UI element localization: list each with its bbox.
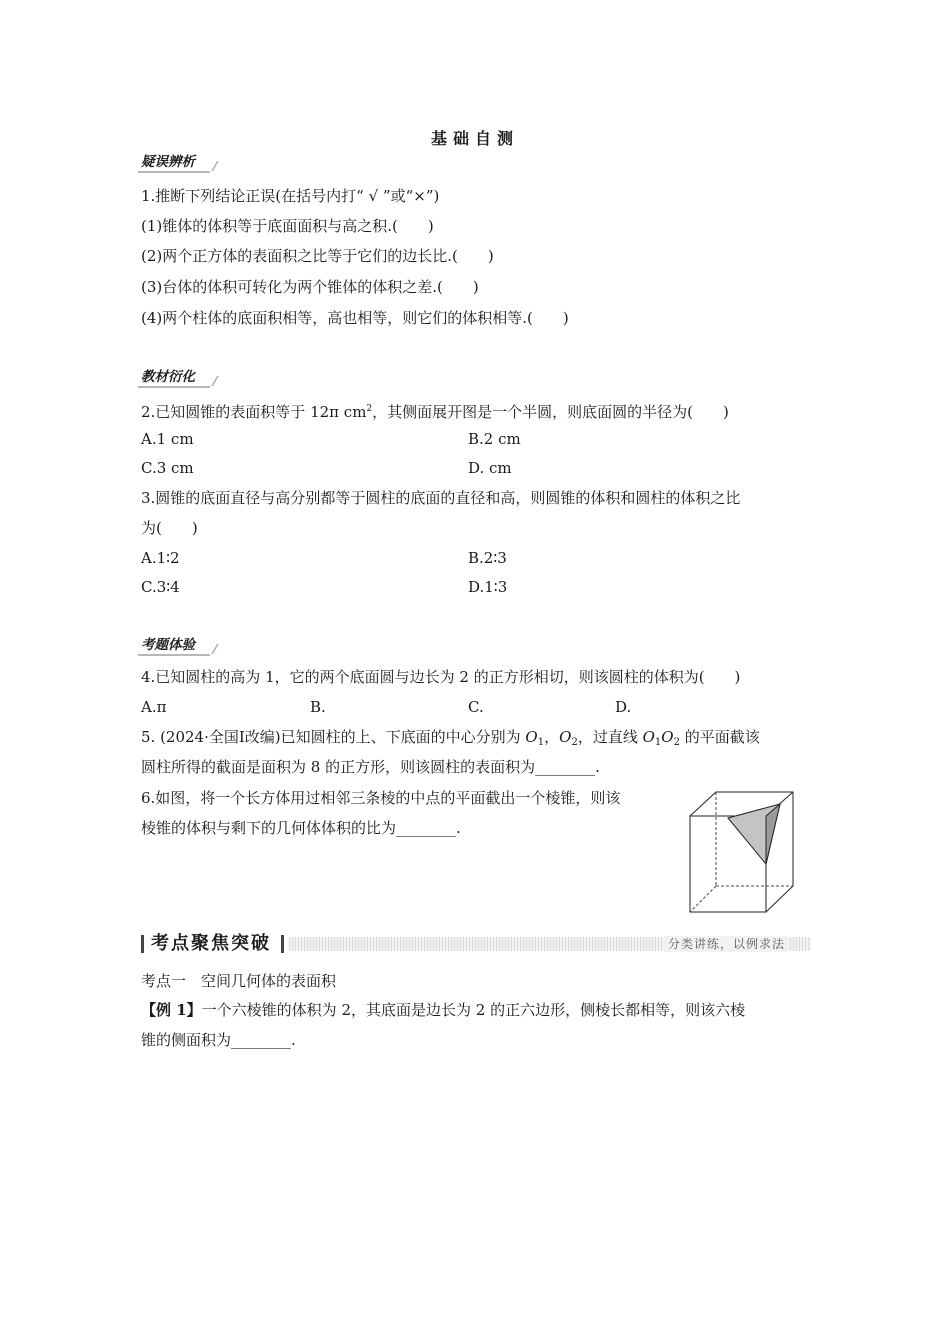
section-underline xyxy=(138,386,210,388)
q2-option-a: A.1 cm xyxy=(141,430,194,448)
q2-option-d: D. cm xyxy=(468,459,512,477)
q1-item-2: (2)两个正方体的表面积之比等于它们的边长比.( ) xyxy=(141,247,494,265)
band-subtitle: 分类讲练，以例求法 xyxy=(664,936,789,952)
q3-option-c: C.3∶4 xyxy=(141,578,180,596)
section-underline xyxy=(138,654,210,656)
section-label-textbook: 教材衍化 xyxy=(141,369,195,385)
q2-stem: 2.已知圆锥的表面积等于 12π $cm^2$，其侧面展开图是一个半圆，则底面圆的半径为( ) xyxy=(141,403,729,421)
q4-stem: 4.已知圆柱的高为 1，它的两个底面圆与边长为 2 的正方形相切，则该圆柱的体积为( ) xyxy=(141,668,741,686)
q2-option-c: C.3 cm xyxy=(141,459,194,477)
band-left-bar xyxy=(141,935,144,953)
band-divider-bar xyxy=(281,935,284,953)
section-label-mistakes: 疑误辨析 xyxy=(141,154,195,170)
q1-stem: 1.推断下列结论正误(在括号内打“ √ ”或“×”) xyxy=(141,187,440,205)
section-slash xyxy=(201,161,219,171)
cuboid-figure xyxy=(686,786,798,916)
focus-band xyxy=(141,933,811,955)
q4-option-c: C. xyxy=(468,698,484,716)
q5-line2: 圆柱所得的截面是面积为 8 的正方形，则该圆柱的表面积为________. xyxy=(141,758,600,776)
q1-item-1: (1)锥体的体积等于底面面积与高之积.( ) xyxy=(141,217,434,235)
q6-line2: 棱锥的体积与剩下的几何体体积的比为________. xyxy=(141,819,461,837)
section-label-exam: 考题体验 xyxy=(141,637,195,653)
example-1-line1: 【例 1】一个六棱锥的体积为 2，其底面是边长为 2 的正六边形，侧棱长都相等，则该六棱 xyxy=(141,1001,746,1019)
q4-option-a: A.π xyxy=(141,698,167,716)
q6-line1: 6.如图，将一个长方体用过相邻三条棱的中点的平面截出一个棱锥，则该 xyxy=(141,789,621,807)
q1-item-4: (4)两个柱体的底面积相等，高也相等，则它们的体积相等.( ) xyxy=(141,309,569,327)
section-underline xyxy=(138,171,210,173)
section-slash xyxy=(201,644,219,654)
q3-option-b: B.2∶3 xyxy=(468,549,507,567)
page-title: 基础自测 xyxy=(430,129,519,148)
q5-line1: 5. (2024·全国Ⅰ改编)已知圆柱的上、下底面的中心分别为 $O_1$，$O_2$，过直线 $O_1O_2$ 的平面截该 xyxy=(141,728,760,748)
q3-stem-line1: 3.圆锥的底面直径与高分别都等于圆柱的底面的直径和高，则圆锥的体积和圆柱的体积之比 xyxy=(141,489,741,507)
topic-1-heading: 考点一 空间几何体的表面积 xyxy=(141,972,337,990)
q2-option-b: B.2 cm xyxy=(468,430,521,448)
section-slash xyxy=(201,376,219,386)
q1-item-3: (3)台体的体积可转化为两个锥体的体积之差.( ) xyxy=(141,278,479,296)
example-1-line2: 锥的侧面积为________. xyxy=(141,1031,296,1049)
q3-stem-line2: 为( ) xyxy=(141,519,198,537)
q3-option-d: D.1∶3 xyxy=(468,578,508,596)
cuboid-hidden-edge xyxy=(690,886,716,912)
band-heading: 考点聚焦突破 xyxy=(151,933,271,954)
q4-option-b: B. xyxy=(310,698,326,716)
q3-option-a: A.1∶2 xyxy=(141,549,180,567)
q4-option-d: D. xyxy=(615,698,632,716)
